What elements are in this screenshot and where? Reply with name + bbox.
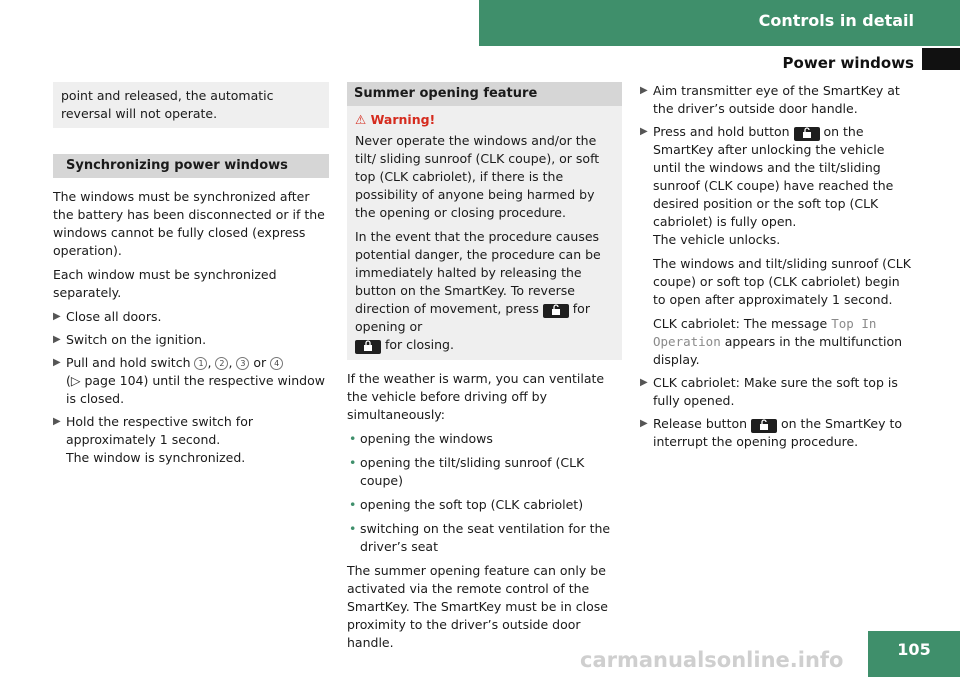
bullet-item: • switching on the seat ventilation for the driver’s seat (349, 521, 611, 554)
display-message: Top In Operation (653, 316, 877, 349)
switch-number-4: 4 (270, 357, 283, 370)
page-number: 105 (868, 631, 960, 677)
step-arrow-icon: ▶ (640, 377, 648, 388)
unlock-icon (751, 419, 777, 433)
step-item: ▶ Switch on the ignition. (53, 332, 207, 347)
step-item: ▶ Close all doors. (53, 309, 162, 324)
paragraph: The summer opening feature can only be activated via the remote control of the SmartKey. The SmartKey must be in close proximity to the driver’s outside door handle. (347, 563, 608, 650)
bullet-item: • opening the tilt/sliding sunroof (CLK coupe) (349, 455, 585, 488)
section-title: Controls in detail (758, 11, 914, 30)
continued-text: point and released, the automatic reversal will not operate. (61, 88, 274, 121)
paragraph: The windows must be synchronized after the battery has been disconnected or if the windows cannot be fully closed (express operation). (53, 189, 325, 258)
column-1 (53, 82, 329, 472)
switch-number-2: 2 (215, 357, 228, 370)
watermark: carmanualsonline.info (580, 648, 844, 672)
step-item: ▶ Pull and hold switch 1 , 2 , 3 or 4 (▷ page 104) until the respective window is closed. (53, 355, 325, 406)
column-2 (347, 82, 622, 658)
paragraph: CLK cabriolet: The message Top In Operation appears in the multifunction display. (653, 316, 903, 367)
step-item: ▶ Aim transmitter eye of the SmartKey at the driver’s outside door handle. (640, 83, 900, 116)
bullet-icon: • (349, 455, 357, 470)
unlock-icon (794, 127, 820, 141)
step-arrow-icon: ▶ (53, 311, 61, 322)
step-arrow-icon: ▶ (53, 357, 61, 368)
bullet-icon: • (349, 431, 357, 446)
step-arrow-icon: ▶ (53, 416, 61, 427)
warning-heading: ⚠ Warning! (355, 112, 436, 127)
step-arrow-icon: ▶ (640, 85, 648, 96)
bullet-icon: • (349, 521, 357, 536)
step-arrow-icon: ▶ (53, 334, 61, 345)
section-heading-summer: Summer opening feature (347, 82, 622, 106)
step-item: ▶ Release button on the SmartKey to interrupt the opening procedure. (640, 416, 903, 449)
subsection-title: Power windows (782, 54, 914, 72)
step-item: ▶ Hold the respective switch for approximately 1 second. The window is synchronized. (53, 414, 253, 465)
section-heading-sync: Synchronizing power windows (53, 154, 329, 178)
paragraph: Each window must be synchronized separately. (53, 267, 277, 300)
warning-box (347, 106, 622, 360)
step-arrow-icon: ▶ (640, 418, 648, 429)
switch-number-1: 1 (194, 357, 207, 370)
paragraph: The windows and tilt/sliding sunroof (CLK coupe) or soft top (CLK cabriolet) begin to open after approximately 1 second. (653, 256, 911, 307)
warning-text: Never operate the windows and/or the tilt/ sliding sunroof (CLK coupe), or soft top (CLK cabriolet), if there is the possibility of anyone being harmed by the opening or closing procedure. (355, 133, 600, 220)
warning-icon: ⚠ (355, 112, 367, 127)
header-tab-marker (922, 48, 960, 70)
unlock-icon (543, 304, 569, 318)
lock-icon (355, 340, 381, 354)
paragraph: If the weather is warm, you can ventilate the vehicle before driving off by simultaneously: (347, 371, 605, 422)
step-item: ▶ CLK cabriolet: Make sure the soft top is fully opened. (640, 375, 898, 408)
switch-number-3: 3 (236, 357, 249, 370)
step-item: ▶ Press and hold button on the SmartKey after unlocking the vehicle until the windows and the tilt/sliding sunroof (CLK coupe) have reached the desired position or the soft top (CLK cabriolet) is fully open. The vehicle unlocks. The windows and tilt/sliding sunroof (CLK coupe) or soft top (CLK cabriolet) begin to open after approximately 1 second. CLK cabriolet: The message Top In Operation appears in the multifunction display. (640, 123, 916, 369)
bullet-item: • opening the soft top (CLK cabriolet) (349, 497, 584, 512)
continued-note (53, 82, 329, 128)
bullet-icon: • (349, 497, 357, 512)
warning-text: In the event that the procedure causes potential danger, the procedure can be immediately halted by releasing the button on the SmartKey. To reverse direction of movement, press for opening or for closing. (355, 229, 601, 352)
bullet-item: • opening the windows (349, 431, 493, 446)
page-reference: (▷ page 104) until the respective window is closed. (66, 373, 325, 406)
column-3 (640, 82, 916, 456)
step-arrow-icon: ▶ (640, 126, 648, 137)
